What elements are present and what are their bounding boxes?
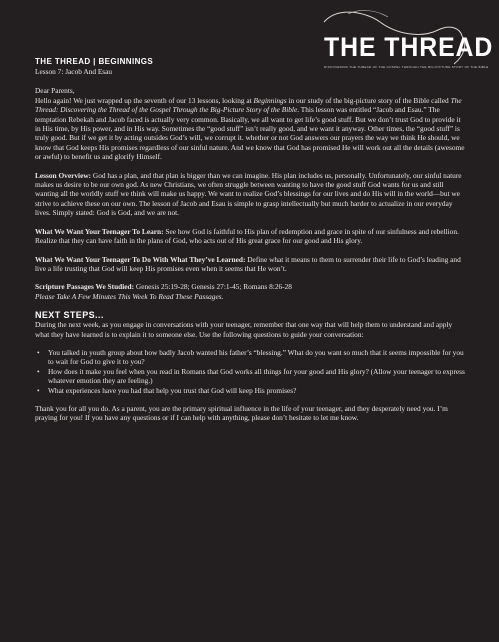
- closing-paragraph: Thank you for all you do. As a parent, you are the primary spiritual influence in the life of your teenager, and they desperately need you. I’m praying for you! If you have any questions or if I can help with anything, please don’t hesitate to let me know.: [35, 403, 448, 423]
- bullet-icon: •: [37, 366, 40, 376]
- next-steps-heading: NEXT STEPS...: [35, 310, 104, 321]
- overview-text: God has a plan, and that plan is bigger than we can imagine. His plan includes us, personally. Unfortunately, our sinful nature makes us desire to be our own god. As new Christians, we often struggle between wanting to have the good stuff God wants for us and still wanting all the worldly stuff we think will make us happy. We want to realize God’s blessings for our lives and do His will in the world—but we strive to achieve these on our own. The lesson of Jacob and Esau is simple to grasp intellectually but much harder to actualize in our everyday lives. Simply stated: God is God, and we are not.: [35, 170, 462, 218]
- lesson-title: Lesson 7: Jacob And Esau: [35, 67, 113, 76]
- learn-text: See how God is faithful to His plan of redemption and grace in spite of our sinfulness and rebellion. Realize that they can have faith in the plans of God, who acts out of His great grace for our good and His glory.: [35, 226, 459, 246]
- intro-text-3: . This lesson was entitled “Jacob and Esau.” The temptation Rebekah and Jacob faced is actually very common. Basically, we all want to get life’s good stuff. But we don’t trust God to provide it in His time, by His power, and in His way. Sometimes the “good stuff” isn’t really good, and we want it anyway. Other times, the “good stuff” is truly good. But if we get it by acting outsides God’s will, we corrupt it. whether or not God answers our prayers the way we think He should, we know that God keeps His promises regardless of our sinful nature. And we know that God has promised He will work out all the details (awesome or awful) to benefit us and glorify Himself.: [35, 105, 465, 162]
- scripture-text: Genesis 25:19-28; Genesis 27:1-45; Romans 8:26-28: [134, 282, 292, 292]
- do-label: What We Want Your Teenager To Do With What They’ve Learned:: [35, 254, 246, 264]
- logo-title: THE THREAD: [324, 32, 494, 62]
- question-list: [35, 348, 465, 395]
- list-item: [35, 386, 465, 395]
- next-steps-intro: During the next week, as you engage in conversations with your teenager, remember that one way that will help them to understand and apply what they have learned is to explain it to someone else. Use the following questions to guide your conversation:: [35, 320, 453, 339]
- overview-paragraph: [35, 171, 465, 218]
- scripture-note: Please Take A Few Minutes This Week To Read These Passages.: [35, 291, 224, 301]
- question-text: You talked in youth group about how badly Jacob wanted his father’s “blessing.” What do you want so much that it seems impossible for you to wait for God to give it to you?: [48, 347, 464, 367]
- learn-label: What We Want Your Teenager To Learn:: [35, 226, 164, 236]
- scripture-label: Scripture Passages We Studied:: [35, 282, 135, 292]
- overview-label: Lesson Overview:: [35, 170, 92, 180]
- list-item: [35, 348, 465, 367]
- scripture-paragraph: [35, 282, 465, 301]
- intro-study-title: The Thread: Discovering the Thread of the Gospel Through the Big-Picture Story of the Bible: [35, 95, 462, 115]
- series-title: THE THREAD | BEGINNINGS: [35, 57, 154, 66]
- question-text: How does it make you feel when you read in Romans that God works all things for your good and His glory? (Allow your teenager to express whatever emotion they are feeling.): [48, 366, 465, 386]
- do-paragraph: [35, 255, 465, 274]
- bullet-icon: •: [37, 347, 40, 357]
- list-item: [35, 367, 465, 386]
- letter-content: [35, 57, 465, 432]
- question-text: What experiences have you had that help you trust that God will keep His promises?: [48, 385, 297, 395]
- do-text: Define what it means to them to surrender their life to God’s leading and live a life trusting that God will keep His promises even when it seems that He won’t.: [35, 254, 461, 273]
- intro-text-2: in our study of the big-picture story of the Bible called: [286, 95, 451, 105]
- intro-text-1: Hello again! We just wrapped up the seventh of our 13 lessons, looking at: [35, 95, 254, 105]
- logo-tagline: DISCOVERING THE THREAD OF THE GOSPEL THROUGH THE BIG-PICTURE STORY OF THE BIBLE: [324, 65, 489, 69]
- greeting: Dear Parents,: [35, 86, 75, 96]
- intro-paragraph: [35, 96, 465, 162]
- bullet-icon: •: [37, 385, 40, 395]
- intro-book-title: Beginnings: [253, 95, 287, 105]
- learn-paragraph: [35, 227, 465, 246]
